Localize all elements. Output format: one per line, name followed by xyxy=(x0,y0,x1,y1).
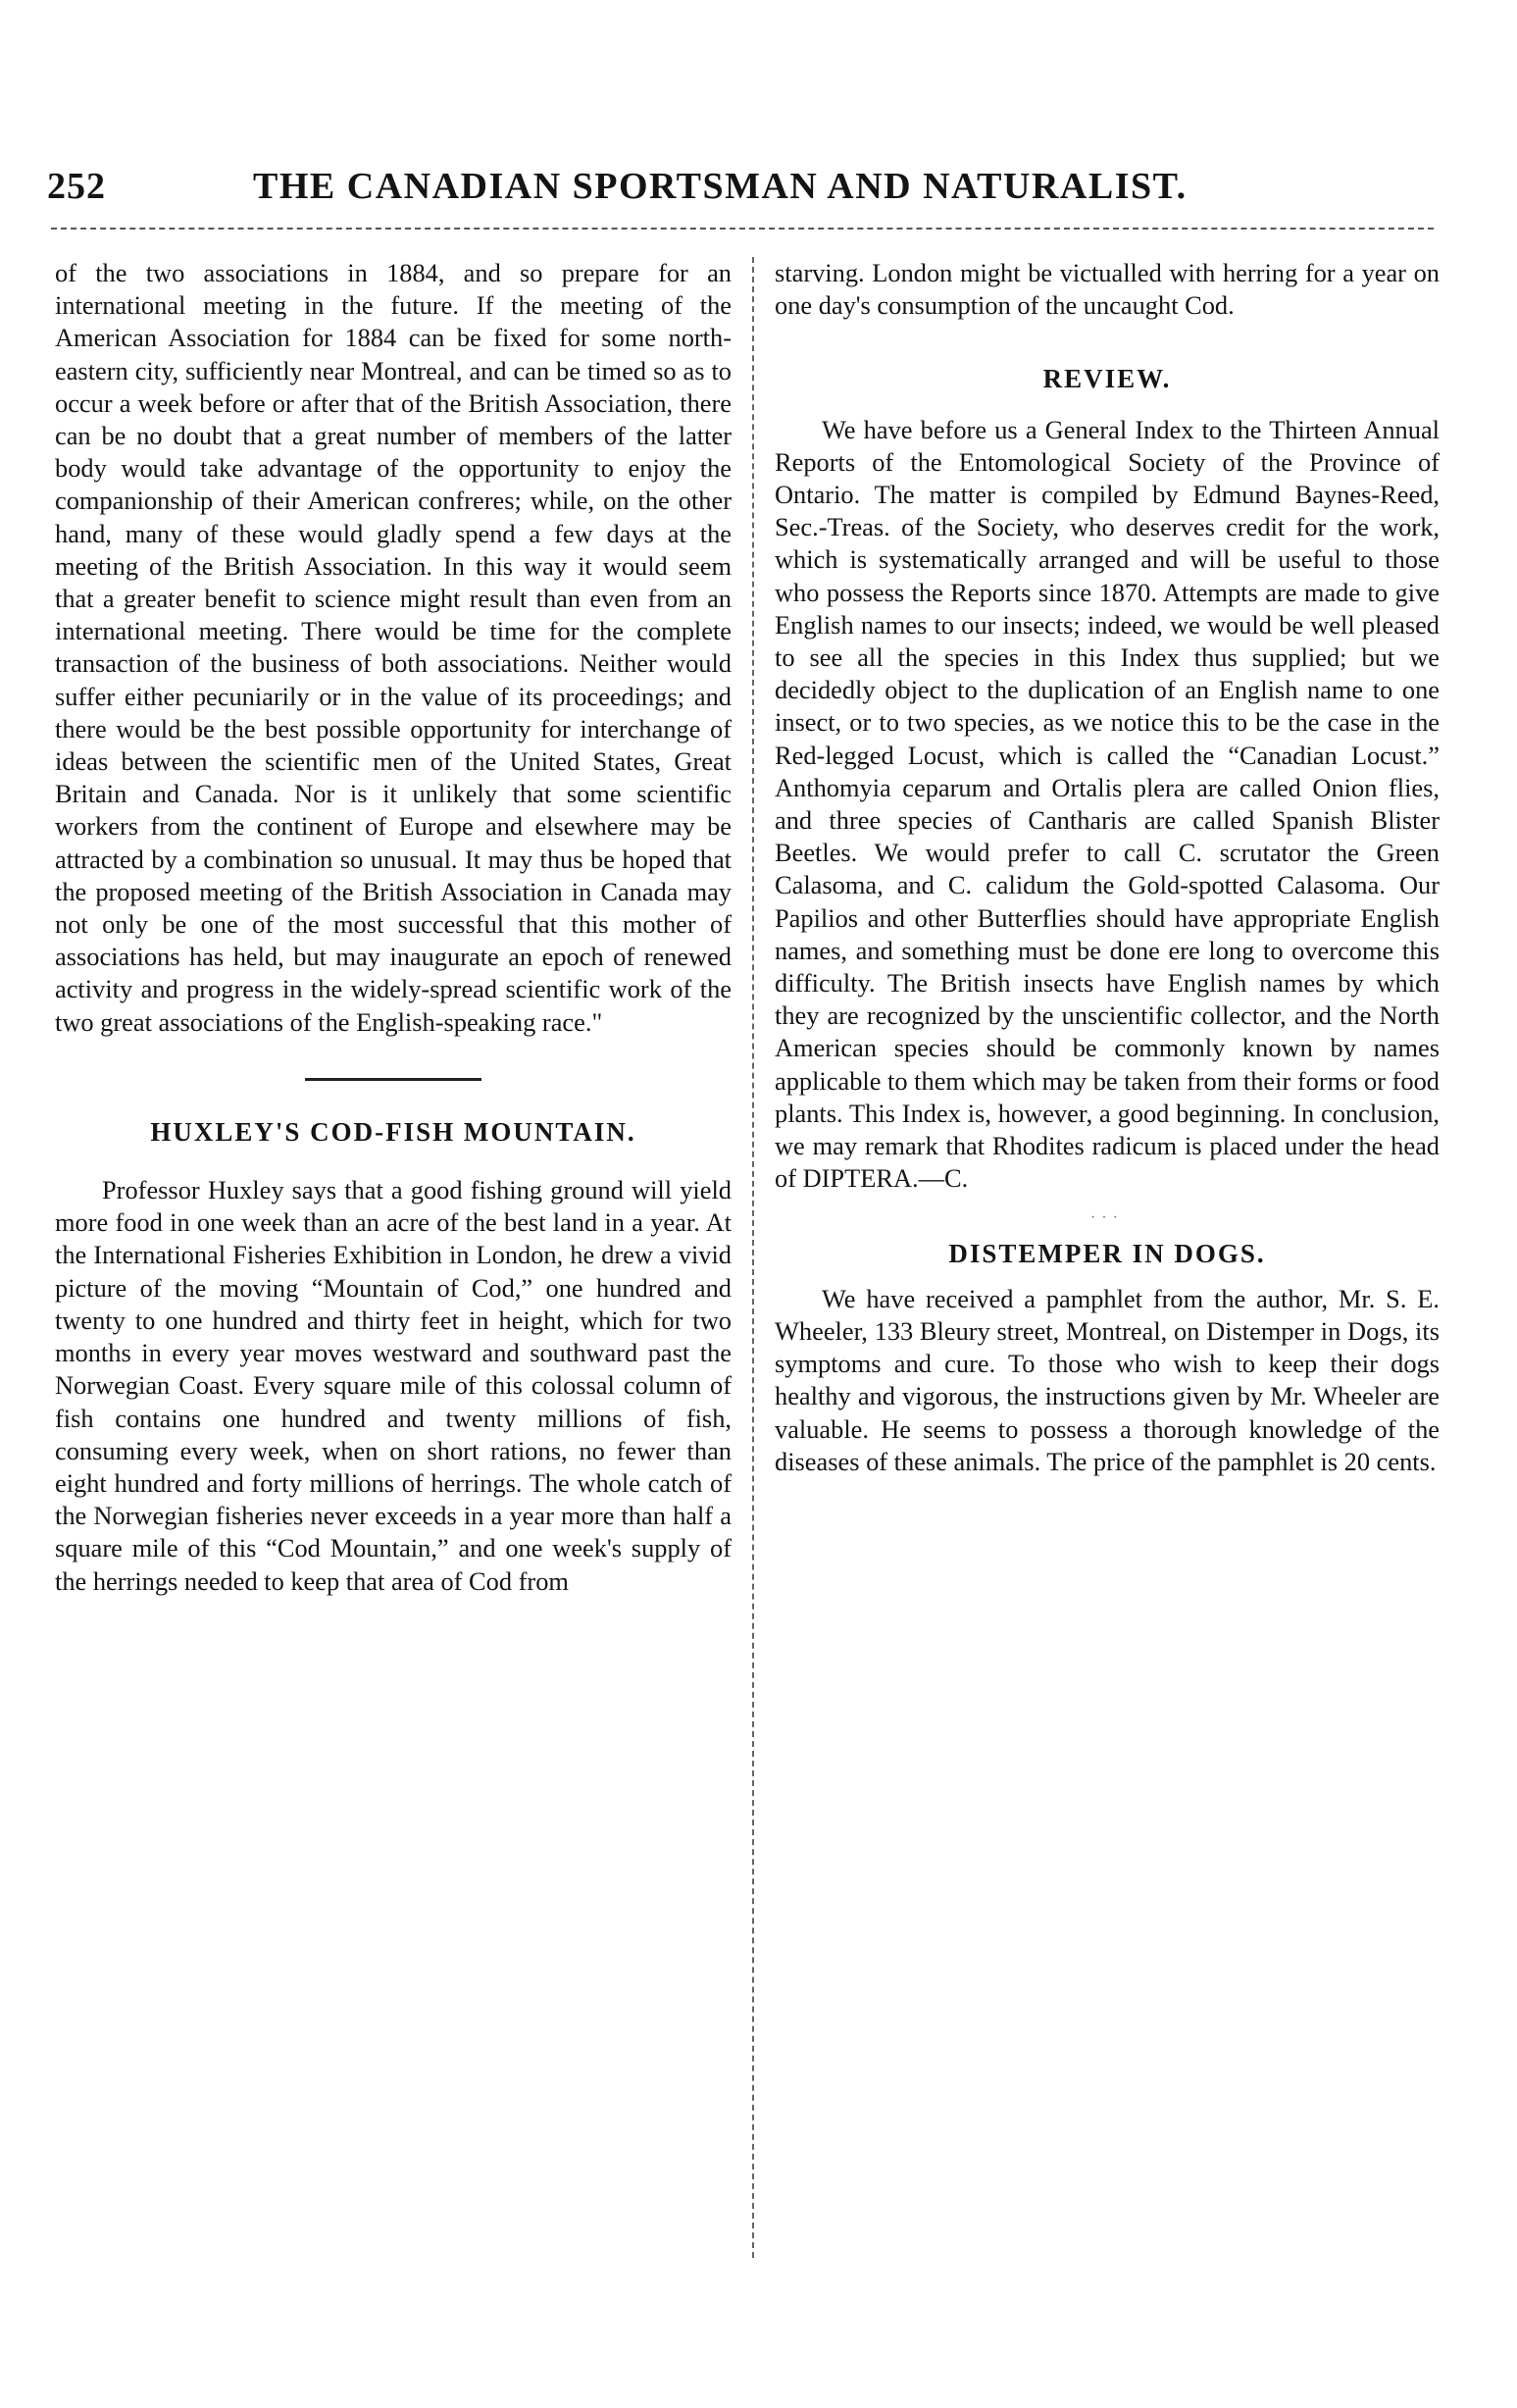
running-title: THE CANADIAN SPORTSMAN AND NATURALIST. xyxy=(253,166,1188,207)
huxley-paragraph: Professor Huxley says that a good fishing ground will yield more food in one week than an acre of the best land in a year. At the International Fisheries Exhibition in London, he drew a vivid picture of the moving “Mountain of Cod,” one hundred and twenty to one hundred and thirty feet in height, which for two months in every year moves westward and southward past the Norwegian Coast. Every square mile of this colossal column of fish contains one hundred and twenty millions of fish, consuming every week, when on short rations, no fewer than eight hundred and forty millions of herrings. The whole catch of the Norwegian fisheries never exceeds in a year more than half a square mile of this “Cod Mountain,” and one week's supply of the herrings needed to keep that area of Cod from xyxy=(55,1175,732,1596)
huxley-section-title: HUXLEY'S COD-FISH MOUNTAIN. xyxy=(150,1116,636,1147)
distemper-paragraph: We have received a pamphlet from the author, Mr. S. E. Wheeler, 133 Bleury street, Montreal, on Distemper in Dogs, its symptoms and cure. To those who wish to keep their dogs healthy and vigorous, the instructions given by Mr. Wheeler are valuable. He seems to possess a thorough knowledge of the diseases of these animals. The price of the pamphlet is 20 cents. xyxy=(775,1283,1440,1476)
column-divider xyxy=(752,257,754,2258)
section-separator: ··· xyxy=(1090,1209,1124,1227)
review-section-title: REVIEW. xyxy=(1042,364,1172,394)
distemper-section-title: DISTEMPER IN DOGS. xyxy=(948,1239,1266,1269)
left-column xyxy=(55,257,732,1598)
continuation-paragraph: of the two associations in 1884, and so prepare for an international meeting in the future. If the meeting of the American Association for 1884 can be fixed for some north-eastern city, sufficiently near Montreal, and can be timed so as to occur a week before or after that of the British Association, there can be no doubt that a great number of members of the latter body would take advantage of the opportunity to enjoy the companionship of their American confreres; while, on the other hand, many of these would gladly spend a few days at the meeting of the British Association. In this way it would seem that a greater benefit to science might result than even from an international meeting. There would be time for the complete transaction of the business of both associations. Neither would suffer either pecuniarily or in the value of its proceedings; and there would be the best possible opportunity for interchange of ideas between the scientific men of the United States, Great Britain and Canada. Nor is it unlikely that some scientific workers from the continent of Europe and elsewhere may be attracted by a combination so unusual. It may thus be hoped that the proposed meeting of the British Association in Canada may not only be one of the most successful that this mother of associations has held, but may inaugurate an epoch of renewed activity and progress in the widely-spread scientific work of the two great associations of the English-speaking race." xyxy=(55,258,732,1037)
header-rule xyxy=(51,228,1434,230)
huxley-continued-paragraph: starving. London might be victualled with herring for a year on one day's consumption of the uncaught Cod. xyxy=(775,258,1440,321)
section-rule xyxy=(305,1078,481,1081)
review-paragraph: We have before us a General Index to the Thirteen Annual Reports of the Entomological Society of the Province of Ontario. The matter is compiled by Edmund Baynes-Reed, Sec.-Treas. of the Society, who deserves credit for the work, which is systematically arranged and will be useful to those who possess the Reports since 1870. Attempts are made to give English names to our insects; indeed, we would be well pleased to see all the species in this Index thus supplied; but we decidedly object to the duplication of an English name to one insect, or to two species, as we notice this to be the case in the Red-legged Locust, which is called the “Canadian Locust.” Anthomyia ceparum and Ortalis plera are called Onion flies, and three species of Cantharis are called Spanish Blister Beetles. We would prefer to call C. scrutator the Green Calasoma, and C. calidum the Gold-spotted Calasoma. Our Papilios and other Butterflies should have appropriate English names, and something must be done ere long to overcome this difficulty. The British insects have English names by which they are recognized by the unscientific collector, and the North American species should be commonly known by names applicable to them which may be taken from their forms or food plants. This Index is, however, a good beginning. In conclusion, we may remark that Rhodites radicum is placed under the head of DIPTERA.—C. xyxy=(775,414,1440,1194)
right-column xyxy=(775,257,1440,1478)
page-number: 252 xyxy=(47,166,106,207)
page-header xyxy=(47,165,1440,220)
